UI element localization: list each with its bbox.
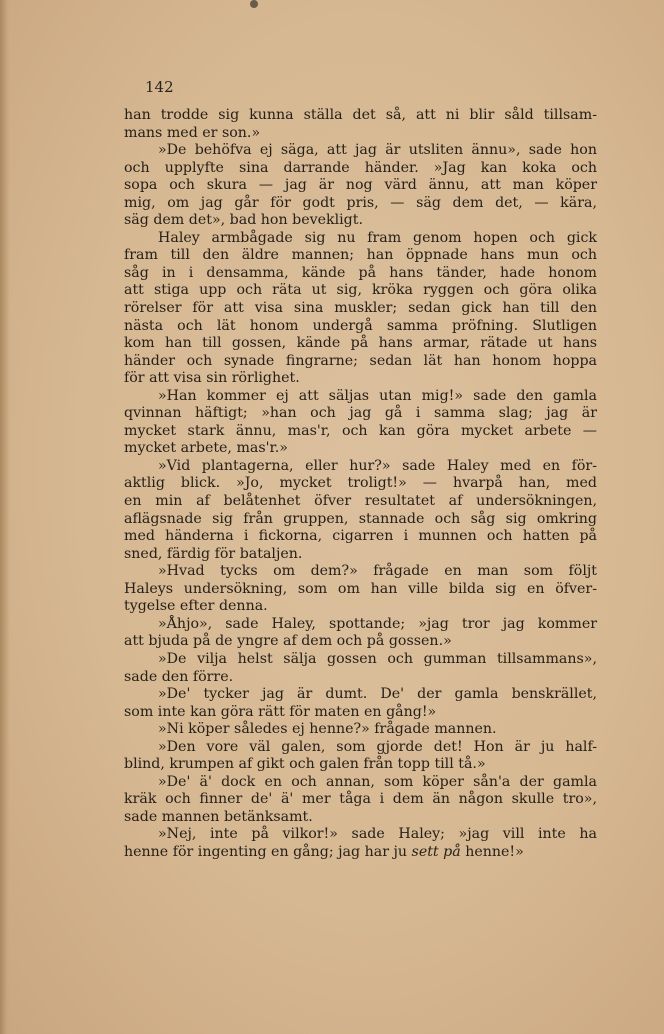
text-line: mans med er son.» [124, 124, 261, 141]
text-line: Haley armbågade sig nu fram genom hopen och gick [158, 229, 597, 246]
text-line: som inte kan göra rätt för maten en gång!» [124, 703, 437, 720]
text-line: »De' tycker jag är dumt. De' der gamla benskrället, [158, 686, 597, 703]
text-line: blind, krumpen af gikt och galen från topp till tå.» [124, 756, 486, 773]
text-line [124, 844, 597, 862]
body-text [124, 107, 597, 862]
text-fragment: henne för ingenting en gång; jag har ju [124, 843, 408, 860]
italic-phrase: sett på [411, 843, 461, 860]
text-fragment: henne!» [465, 843, 524, 860]
text-line: mycket stark ännu, mas'r, och kan göra mycket arbete — [124, 422, 597, 439]
text-line: »Åhjo», sade Haley, spottande; »jag tror jag kommer [158, 615, 597, 632]
text-line: att stiga upp och räta ut sig, kröka ryggen och göra olika [124, 282, 597, 299]
text-line: han trodde sig kunna ställa det så, att ni blir såld tillsam- [124, 107, 597, 123]
text-line: »Den vore väl galen, som gjorde det! Hon är ju half- [158, 738, 597, 755]
text-line: sade mannen betänksamt. [124, 808, 313, 825]
text-line: och upplyfte sina darrande händer. »Jag kan koka och [124, 159, 597, 176]
text-line: såg in i densamma, kände på hans tänder, hade honom [124, 264, 597, 281]
text-line: rörelser för att visa sina muskler; sedan gick han till den [124, 300, 597, 317]
page-number: 142 [145, 78, 174, 96]
text-line: sade den förre. [124, 668, 234, 685]
text-line: »Nej, inte på vilkor!» sade Haley; »jag vill inte ha [158, 826, 597, 843]
text-line: aktlig blick. »Jo, mycket troligt!» — hvarpå han, med [124, 475, 597, 492]
text-line: att bjuda på de yngre af dem och på gossen.» [124, 633, 452, 650]
text-line: »Hvad tycks om dem?» frågade en man som följt [158, 563, 597, 580]
page-binding-edge [0, 0, 10, 1034]
text-line: »Vid plantagerna, eller hur?» sade Haley med en för- [158, 457, 597, 474]
text-line: fram till den äldre mannen; han öppnade hans mun och [124, 247, 597, 264]
text-line: »Ni köper således ej henne?» frågade mannen. [158, 721, 497, 738]
text-line: mycket arbete, mas'r.» [124, 440, 288, 457]
text-line: mig, om jag går för godt pris, — säg dem det, — kära, [124, 194, 597, 211]
text-line: med händerna i fickorna, cigarren i munnen och hatten på [124, 528, 597, 545]
text-line: kom han till gossen, kände på hans armar, rätade ut hans [124, 335, 597, 352]
text-line: sopa och skura — jag är nog värd ännu, att man köper [124, 177, 597, 194]
text-line: händer och synade fingrarne; sedan lät han honom hoppa [124, 352, 597, 369]
text-line: »De behöfva ej säga, att jag är utsliten ännu», sade hon [158, 142, 597, 159]
text-line: aflägsnade sig från gruppen, stannade och såg sig omkring [124, 510, 597, 527]
text-line: »De vilja helst sälja gossen och gumman tillsammans», [158, 650, 597, 667]
ink-mark [250, 0, 258, 8]
text-line: »De' ä' dock en och annan, som köper sån'a der gamla [158, 773, 597, 790]
text-line: Haleys undersökning, som om han ville bilda sig en öfver- [124, 580, 597, 597]
text-line: tygelse efter denna. [124, 598, 268, 615]
text-line: för att visa sin rörlighet. [124, 370, 300, 387]
text-line: sned, färdig för bataljen. [124, 545, 303, 562]
text-line: »Han kommer ej att säljas utan mig!» sade den gamla [158, 387, 597, 404]
text-line: qvinnan häftigt; »han och jag gå i samma slag; jag är [124, 405, 597, 422]
text-line: nästa och lät honom undergå samma pröfning. Slutligen [124, 317, 597, 334]
text-line: säg dem det», bad hon bevekligt. [124, 212, 363, 229]
text-line: kräk och finner de' ä' mer tåga i dem än någon skulle tro», [124, 791, 597, 808]
text-line: en min af belåtenhet öfver resultatet af undersökningen, [124, 493, 597, 510]
